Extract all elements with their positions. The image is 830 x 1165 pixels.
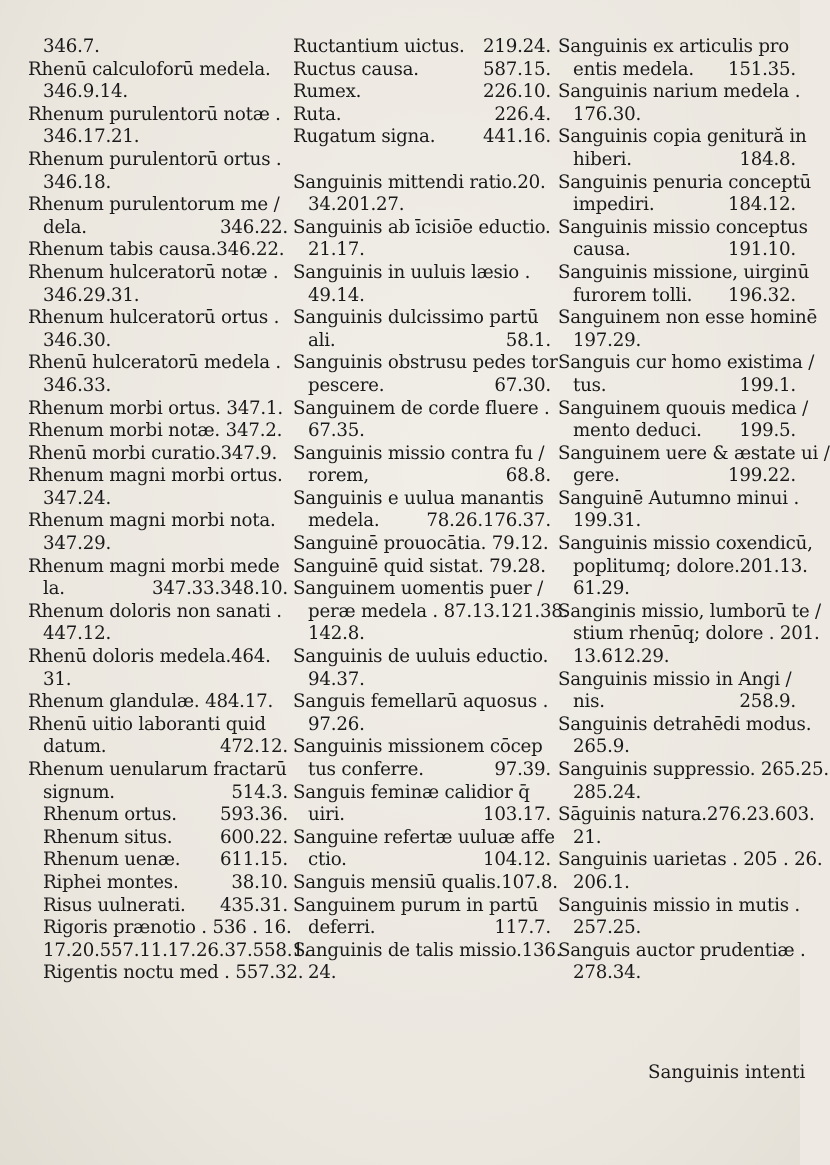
index-line [28,578,292,601]
index-entry-reference: 199.1. [739,374,796,396]
index-entry-reference: 600.22. [219,826,288,848]
index-entry-text: Sanguinem uomentis puer / [293,578,544,600]
index-entry-text: pescere. [308,374,385,396]
index-entry-text: 24. [308,962,337,984]
index-line [28,804,292,827]
index-line [293,669,555,692]
index-entry-text: 285.24. [573,781,642,803]
index-line [28,782,292,805]
index-line [28,104,292,127]
index-line [293,443,555,466]
index-entry-text: 447.12. [43,623,112,645]
index-line [558,285,800,308]
index-entry-text: peræ medela . 87.13.121.38. [308,600,569,622]
index-line [558,827,800,850]
index-entry-text: 142.8. [308,623,365,645]
index-line [293,285,555,308]
index-entry-reference: 97.39. [494,759,551,780]
index-entry-reference: 472.12. [219,736,288,758]
index-entry-text: Sanguinis in uuluis læsio . [293,261,531,283]
index-entry-text: impediri. [573,194,655,216]
index-entry-text: signum. [43,781,115,803]
index-entry-reference: 226.10. [482,81,551,103]
index-entry-text: 31. [43,668,72,690]
index-entry-text: Rigentis noctu med . 557.32. [43,962,304,984]
index-entry-text: la. [43,578,65,600]
index-line [28,262,292,285]
index-line [293,782,555,805]
index-line [293,646,555,669]
index-line [293,172,555,195]
index-entry-text: 94.37. [308,668,365,690]
index-entry-text: datum. [43,736,107,758]
index-entry-text: Sanguis feminæ calidior q̄ [293,781,530,803]
index-entry-text: 206.1. [573,871,630,893]
index-entry-text: Rhenū hulceratorū medela . [28,352,281,374]
index-line [28,398,292,421]
index-line [558,691,800,714]
index-line [293,849,555,872]
index-entry-text: 61.29. [573,578,630,600]
index-entry-text: 346.30. [43,329,112,351]
index-line [293,330,555,353]
index-line [28,556,292,579]
index-entry-text: Sanguinis copia genitură in [558,126,807,148]
index-line [293,217,555,240]
index-entry-text: tus. [573,374,607,396]
index-entry-text: 346.9.14. [43,81,128,103]
index-line [293,239,555,262]
index-entry-text: Rhenum ortus. [43,804,177,826]
index-entry-text: Rumex. [293,81,362,103]
index-entry-text: Sanguinem non esse hominē [558,307,818,329]
index-line [558,36,800,59]
index-line [293,691,555,714]
index-entry-text: gere. [573,465,620,487]
index-entry-text: Riphei montes. [43,871,179,893]
index-line [293,194,555,217]
index-line [28,352,292,375]
index-entry-text: Sanguinis de talis missio.136. [293,939,562,961]
index-entry-text: rorem, [308,465,369,487]
index-line [293,962,555,985]
index-entry-text: Rhenum magni morbi nota. [28,510,276,532]
index-entry-text: Rugatum signa. [293,126,436,148]
index-line [558,81,800,104]
index-line [558,59,800,82]
index-line [28,962,304,985]
index-entry-text: Ruta. [293,103,342,125]
index-line [28,669,292,692]
index-entry-text: stium rhenūq; dolore . 201. [573,623,820,645]
index-entry-text: 265.9. [573,736,630,758]
index-entry-text: Rhenum morbi ortus. 347.1. [28,397,283,419]
index-entry-reference: 67.30. [494,374,551,396]
index-entry-text: mento deduci. [573,420,702,442]
index-entry-text: 13.612.29. [573,646,670,668]
index-entry-reference: 38.10. [231,871,288,893]
index-line [558,397,809,421]
index-entry-text: 17.20.557.11.17.26.37.558.1. [43,939,310,961]
index-line [28,939,310,963]
index-line [293,262,555,285]
index-entry-text: Sanguinis obstrusu pedes tor [293,352,558,374]
index-line [558,442,830,466]
index-line [28,465,292,488]
index-entry-reference: 103.17. [482,804,551,826]
index-entry-text: Rhenum glandulæ. 484.17. [28,691,274,713]
index-line [558,533,813,556]
index-entry-text: uiri. [308,804,345,826]
index-line [293,871,558,895]
index-line [28,691,292,714]
index-entry-reference: 611.15. [219,849,288,871]
index-entry-text: Ructus causa. [293,58,419,80]
index-entry-text: Rhenum doloris non sanati . [28,600,282,622]
index-line [558,669,800,692]
index-entry-text: Sanguinē Autumno minui . [558,487,800,509]
index-line [28,330,292,353]
index-line [293,939,562,963]
index-entry-text: Rhenum uenularum fractarū [28,759,287,780]
index-entry-reference: 191.10. [727,239,796,261]
index-line [558,555,808,579]
index-entry-text: ctio. [308,849,347,871]
index-line [28,285,292,308]
index-entry-reference: 514.3. [231,781,288,803]
index-entry-text: Sanguinis penuria conceptū [558,171,812,193]
index-line [293,600,569,624]
index-line [558,149,800,172]
index-entry-text: 346.17.21. [43,126,140,148]
index-line [28,194,292,217]
index-line [558,488,800,511]
index-entry-text: Sanguis auctor prudentiæ . [558,939,806,961]
index-entry-text: Rhenum hulceratorū ortus . [28,307,280,329]
index-entry-reference: 184.8. [739,148,796,170]
index-line [558,510,800,533]
index-entry-reference: 58.1. [505,329,551,351]
index-entry-text: Sanguinis suppressio. 265.25. [558,759,829,780]
index-entry-text: tus conferre. [308,759,424,780]
index-line [293,59,555,82]
index-entry-reference: 199.5. [739,420,796,442]
index-entry-text: 346.29.31. [43,284,140,306]
index-line [558,375,800,398]
index-line [293,149,555,172]
index-entry-text: Sanguinis missio conceptus [558,216,808,238]
index-entry-text: nis. [573,691,605,713]
index-entry-text: Sanguis cur homo existima / [558,352,815,374]
index-line [558,126,807,149]
index-entry-text: medela. [308,510,380,532]
index-entry-text: Sanguis mensiū qualis.107.8. [293,871,558,893]
index-line [28,307,292,330]
index-entry-text: dela. [43,216,87,238]
index-entry-text: Sanguinis dulcissimo partū [293,307,539,329]
index-line [28,601,292,624]
index-line [558,917,800,940]
index-entry-text: entis medela. [573,58,694,80]
index-entry-text: Sanguinis missionem cōcep [293,736,543,758]
index-entry-text: Sanguinis missio in Angi / [558,668,792,690]
index-line [293,420,555,443]
index-line [28,81,292,104]
index-entry-text: 346.18. [43,171,112,193]
index-entry-text: Risus uulnerati. [43,894,186,916]
index-entry-text: Sanguinis e uulua manantis [293,487,544,509]
index-entry-text: hiberi. [573,148,632,170]
index-line [558,600,821,624]
index-entry-reference: 347.33.348.10. [151,578,288,600]
index-line [558,352,815,375]
index-entry-reference: 151.35. [727,58,796,80]
index-entry-reference: 587.15. [482,58,551,80]
index-line [558,782,800,805]
index-line [293,465,555,488]
index-line [293,623,555,646]
index-entry-text: Sanginis missio, lumborū te / [558,600,821,622]
index-line [293,352,558,375]
index-line [28,827,292,850]
index-line [558,307,818,330]
index-entry-text: 346.33. [43,374,112,396]
index-line [28,759,292,782]
index-entry-text: 97.26. [308,713,365,735]
index-entry-text: Rhenū morbi curatio.347.9. [28,442,278,464]
index-entry-text: 346.7. [43,36,100,57]
index-line [28,849,292,872]
index-line [28,36,292,59]
index-entry-text: Sanguinis narium medela . [558,81,801,103]
index-column-3 [558,36,830,985]
index-line [28,510,292,533]
index-entry-text: 199.31. [573,510,642,532]
index-entry-reference: 196.32. [727,284,796,306]
index-line [28,714,292,737]
index-entry-text: 278.34. [573,962,642,984]
index-line [28,488,292,511]
index-entry-text: causa. [573,239,631,261]
index-entry-text: Sanguinē prouocātia. 79.12. [293,533,549,555]
index-entry-text: Rhenum magni morbi mede [28,555,280,577]
index-line [28,217,292,240]
index-line [558,759,829,782]
index-line [28,149,292,172]
index-line [293,488,555,511]
catchword: Sanguinis intenti [648,1062,806,1083]
index-entry-text: Sanguinis missio coxendicū, [558,533,813,555]
index-entry-text: Sanguinis ex articulis pro [558,36,790,57]
index-entry-reference: 219.24. [482,36,551,57]
index-column-2 [293,36,569,985]
index-entry-text: Sanguinem quouis medica / [558,397,809,419]
index-entry-text: Rhenum purulentorum me / [28,194,280,216]
index-line [28,736,292,759]
index-entry-text: 347.29. [43,533,112,555]
index-line [558,895,800,918]
index-entry-text: Sanguinis missio contra fu / [293,442,545,464]
index-entry-reference: 117.7. [494,917,551,939]
index-line [293,533,555,556]
index-line [558,330,800,353]
index-entry-text: Sanguinis detrahēdi modus. [558,713,812,735]
index-line [293,736,555,759]
index-line [558,939,806,963]
index-entry-text: Rhenum tabis causa.346.22. [28,239,285,261]
index-line [558,804,815,827]
index-entry-text: Sanguine refertæ uuluæ affe [293,826,555,848]
index-line [293,36,555,59]
index-entry-text: Sanguinis ab īcisiōe eductio. [293,216,551,238]
index-line [558,962,800,985]
index-line [293,307,555,330]
index-entry-text: Rhenum uenæ. [43,849,181,871]
index-entry-text: Rhenum situs. [43,826,173,848]
index-entry-text: Rigoris prænotio . 536 . 16. [43,917,292,939]
index-entry-reference: 258.9. [739,691,796,713]
index-entry-reference: 346.22. [219,216,288,238]
index-line [558,216,808,240]
index-line [293,714,555,737]
index-entry-reference: 441.16. [482,126,551,148]
index-entry-text: Rhenum magni morbi ortus. [28,465,283,487]
index-entry-text: Sanguinem uere & æstate ui / [558,442,830,464]
index-entry-reference: 68.8. [505,465,551,487]
index-line [558,623,820,646]
index-line [558,171,812,195]
index-entry-text: Rhenū doloris medela.464. [28,646,271,668]
index-entry-text: 176.30. [573,103,642,125]
index-line [28,623,292,646]
index-entry-text: Sanguis femellarū aquosus . [293,691,549,713]
index-entry-text: 257.25. [573,917,642,939]
index-entry-text: 21. [573,826,602,848]
index-line [293,804,555,827]
index-entry-reference: 435.31. [219,894,288,916]
index-line [28,646,292,669]
index-line [28,375,292,398]
index-line [28,872,292,895]
index-line [293,895,555,918]
index-line [28,239,292,262]
index-line [28,172,292,195]
index-line [558,578,800,601]
index-line [558,465,800,488]
index-entry-text: Sanguinis mittendi ratio.20. [293,171,546,193]
index-line [293,126,555,149]
index-entry-text: Rhenum hulceratorū notæ . [28,261,279,283]
index-line [28,917,292,940]
index-line [28,59,292,82]
index-entry-text: deferri. [308,917,376,939]
index-entry-text: 34.201.27. [308,194,405,216]
index-entry-reference: 199.22. [727,465,796,487]
index-line [293,759,555,782]
index-line [28,420,292,443]
index-entry-text: Rhenum morbi notæ. 347.2. [28,420,283,442]
index-line [558,104,800,127]
index-line [558,872,800,895]
index-entry-reference: 104.12. [482,849,551,871]
index-entry-text: Sanguinis missione, uirginū [558,261,810,283]
index-line [293,375,555,398]
index-entry-text: 67.35. [308,420,365,442]
index-entry-text: Sanguinē quid sistat. 79.28. [293,555,546,577]
index-line [293,398,555,421]
index-entry-text: furorem tolli. [573,284,693,306]
index-entry-text: Sanguinis de uuluis eductio. [293,646,549,668]
index-entry-text: 347.24. [43,487,112,509]
index-line [293,578,555,601]
index-entry-text: Sanguinem de corde fluere . [293,397,550,419]
index-line [558,239,800,262]
index-entry-text: Rhenū uitio laboranti quid [28,713,266,735]
index-entry-reference: 593.36. [219,804,288,826]
index-line [558,261,810,285]
index-line [293,917,555,940]
index-entry-text: Rhenū calculoforū medela. [28,58,271,80]
index-entry-text: Sāguinis natura.276.23.603. [558,804,815,826]
index-line [28,533,292,556]
index-line [28,126,292,149]
index-line [293,104,555,127]
index-entry-reference: 226.4. [494,103,551,125]
index-entry-text: Sanguinem purum in partū [293,894,539,916]
index-entry-text: poplitumq; dolore.201.13. [573,555,808,577]
index-line [558,849,823,872]
index-line [558,713,812,737]
index-entry-text: Sanguinis uarietas . 205 . 26. [558,849,823,871]
index-line [558,194,800,217]
index-entry-text: 197.29. [573,329,642,351]
index-entry-text: 49.14. [308,284,365,306]
index-line [558,646,800,669]
index-entry-text: Ructantium uictus. [293,36,465,57]
index-line [28,895,292,918]
index-entry-reference: 78.26.176.37. [426,510,551,532]
index-entry-text: 21.17. [308,239,365,261]
index-entry-text: Sanguinis missio in mutis . [558,894,801,916]
index-line [293,81,555,104]
index-line [293,556,555,579]
index-line [293,510,555,533]
index-entry-text: Rhenum purulentorū ortus . [28,148,282,170]
index-entry-reference: 184.12. [727,194,796,216]
index-entry-text: ali. [308,329,336,351]
index-entry-text: Rhenum purulentorū notæ . [28,103,281,125]
index-line [293,827,555,850]
index-column-1 [28,36,310,985]
index-line [28,443,292,466]
index-line [558,736,800,759]
index-line [558,420,800,443]
